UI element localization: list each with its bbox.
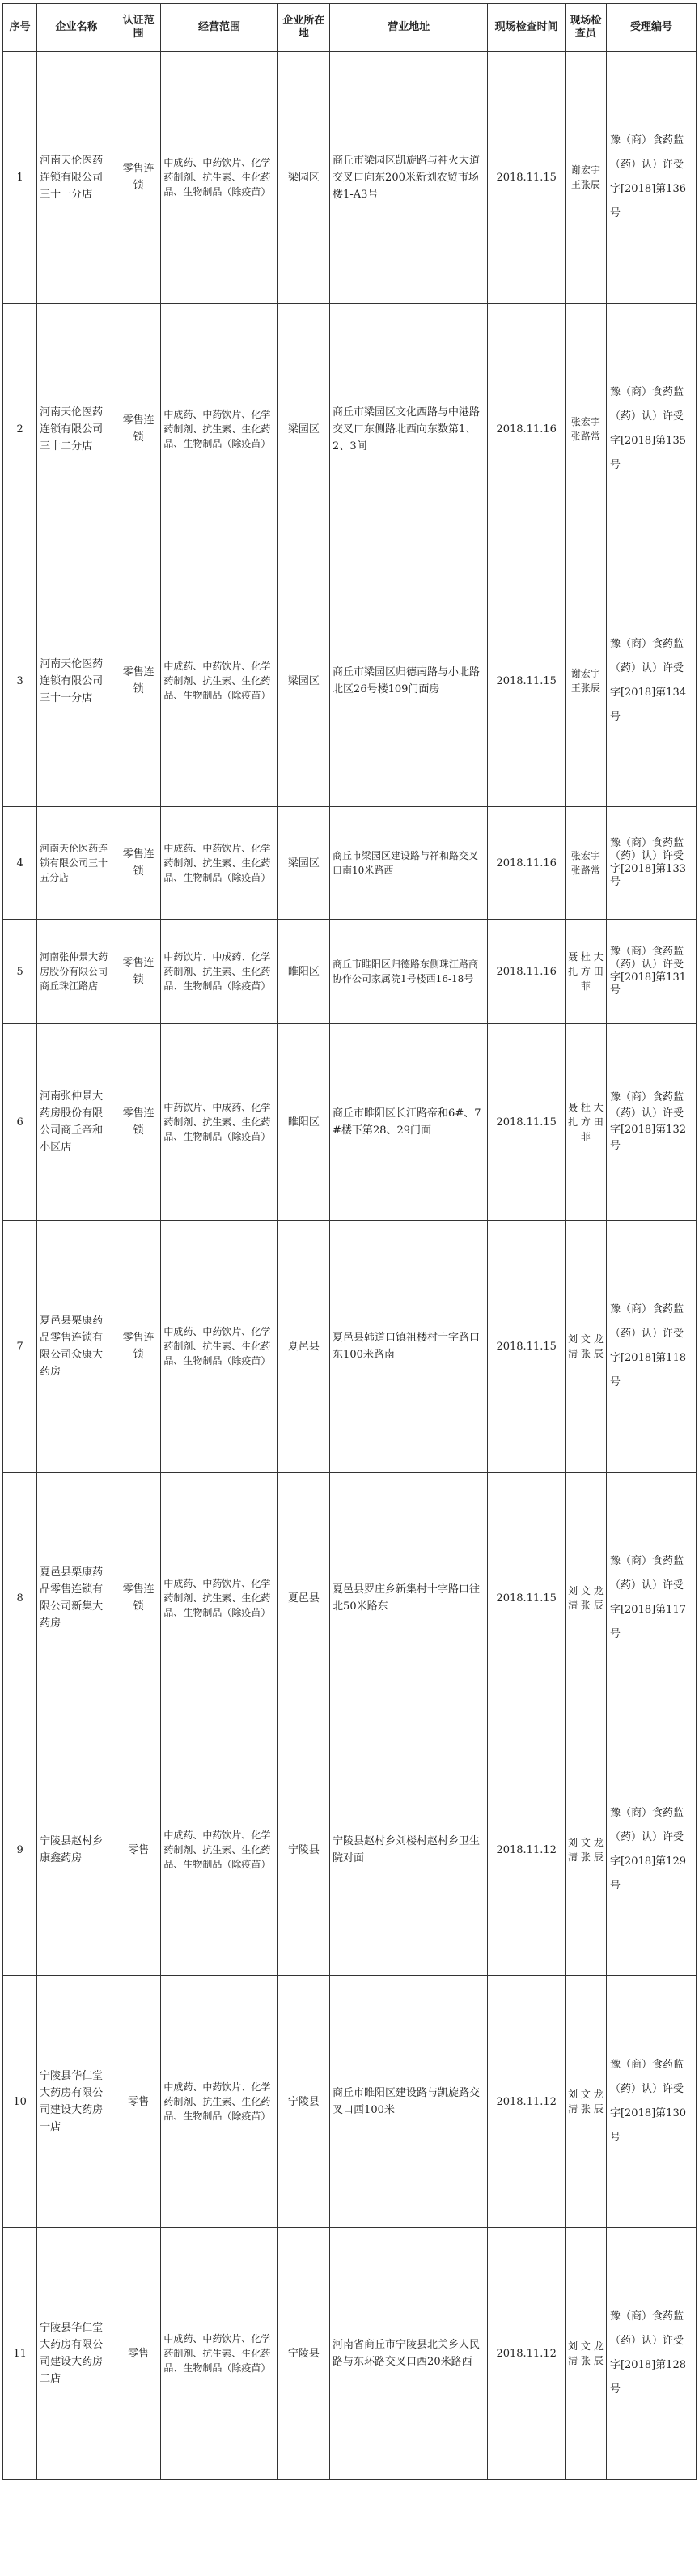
cell-scope: 零售 — [116, 1976, 161, 2228]
cell-name: 夏邑县栗康药品零售连锁有限公司众康大药房 — [37, 1221, 116, 1473]
cell-location: 宁陵县 — [277, 1976, 329, 2228]
table-row — [3, 1976, 697, 2228]
table-row — [3, 304, 697, 555]
table-row — [3, 1724, 697, 1976]
cell-business: 中成药、中药饮片、化学药制剂、抗生素、生化药品、生物制品（除疫苗） — [161, 2228, 277, 2480]
header-location: 企业所在地 — [277, 4, 329, 52]
cell-business: 中成药、中药饮片、化学药制剂、抗生素、生化药品、生物制品（除疫苗） — [161, 1221, 277, 1473]
cell-name: 夏邑县栗康药品零售连锁有限公司新集大药房 — [37, 1473, 116, 1724]
cell-address: 夏邑县罗庄乡新集村十字路口往北50米路东 — [330, 1473, 488, 1724]
cell-address: 夏邑县韩道口镇祖楼村十字路口东100米路南 — [330, 1221, 488, 1473]
cell-business: 中成药、中药饮片、化学药制剂、抗生素、生化药品、生物制品（除疫苗） — [161, 555, 277, 807]
cell-scope: 零售连锁 — [116, 807, 161, 920]
table-row — [3, 1024, 697, 1221]
cell-business: 中药饮片、中成药、化学药制剂、抗生素、生化药品、生物制品（除疫苗） — [161, 1024, 277, 1221]
inspection-table — [2, 3, 697, 2480]
cell-location: 睢阳区 — [277, 1024, 329, 1221]
table-row — [3, 920, 697, 1024]
cell-no: 6 — [3, 1024, 37, 1221]
cell-address: 商丘市梁园区归德南路与小北路北区26号楼109门面房 — [330, 555, 488, 807]
cell-license: 豫（商）食药监（药）认）许受字[2018]第130号 — [606, 1976, 696, 2228]
cell-date: 2018.11.16 — [488, 920, 565, 1024]
cell-inspectors: 谢宏宇 王张辰 — [565, 52, 606, 304]
cell-location: 梁园区 — [277, 52, 329, 304]
cell-date: 2018.11.12 — [488, 1976, 565, 2228]
cell-date: 2018.11.15 — [488, 1221, 565, 1473]
cell-business: 中药饮片、中成药、化学药制剂、抗生素、生化药品、生物制品（除疫苗） — [161, 920, 277, 1024]
cell-location: 夏邑县 — [277, 1221, 329, 1473]
cell-name: 河南张仲景大药房股份有限公司商丘珠江路店 — [37, 920, 116, 1024]
cell-address: 商丘市梁园区文化西路与中港路交叉口东侧路北西向东数第1、2、3间 — [330, 304, 488, 555]
cell-no: 2 — [3, 304, 37, 555]
cell-no: 5 — [3, 920, 37, 1024]
cell-scope: 零售连锁 — [116, 1473, 161, 1724]
cell-inspectors: 刘 文 龙 清 张 辰 — [565, 1473, 606, 1724]
cell-inspectors: 刘 文 龙 清 张 辰 — [565, 1724, 606, 1976]
header-name: 企业名称 — [37, 4, 116, 52]
cell-license: 豫（商）食药监（药）认）许受字[2018]第118号 — [606, 1221, 696, 1473]
table-row — [3, 555, 697, 807]
cell-address: 商丘市梁园区凯旋路与神火大道交叉口向东200米新刘农贸市场楼1-A3号 — [330, 52, 488, 304]
header-no: 序号 — [3, 4, 37, 52]
table-row — [3, 2228, 697, 2480]
cell-date: 2018.11.15 — [488, 555, 565, 807]
cell-license: 豫（商）食药监（药）认）许受字[2018]第117号 — [606, 1473, 696, 1724]
cell-license: 豫（商）食药监（药）认）许受字[2018]第133号 — [606, 807, 696, 920]
cell-business: 中成药、中药饮片、化学药制剂、抗生素、生化药品、生物制品（除疫苗） — [161, 1473, 277, 1724]
cell-business: 中成药、中药饮片、化学药制剂、抗生素、生化药品、生物制品（除疫苗） — [161, 52, 277, 304]
cell-location: 梁园区 — [277, 807, 329, 920]
cell-date: 2018.11.15 — [488, 1473, 565, 1724]
cell-inspectors: 刘 文 龙 清 张 辰 — [565, 1221, 606, 1473]
cell-no: 1 — [3, 52, 37, 304]
cell-location: 宁陵县 — [277, 1724, 329, 1976]
cell-location: 梁园区 — [277, 304, 329, 555]
cell-date: 2018.11.15 — [488, 52, 565, 304]
cell-date: 2018.11.15 — [488, 1024, 565, 1221]
cell-business: 中成药、中药饮片、化学药制剂、抗生素、生化药品、生物制品（除疫苗） — [161, 1724, 277, 1976]
cell-location: 宁陵县 — [277, 2228, 329, 2480]
header-scope: 认证范围 — [116, 4, 161, 52]
cell-name: 宁陵县华仁堂大药房有限公司建设大药房二店 — [37, 2228, 116, 2480]
cell-inspectors: 谢宏宇 王张辰 — [565, 555, 606, 807]
cell-no: 8 — [3, 1473, 37, 1724]
cell-address: 商丘市睢阳区建设路与凯旋路交叉口西100米 — [330, 1976, 488, 2228]
cell-date: 2018.11.16 — [488, 807, 565, 920]
cell-scope: 零售连锁 — [116, 52, 161, 304]
cell-license: 豫（商）食药监（药）认）许受字[2018]第132号 — [606, 1024, 696, 1221]
cell-no: 7 — [3, 1221, 37, 1473]
cell-scope: 零售连锁 — [116, 1221, 161, 1473]
cell-scope: 零售连锁 — [116, 920, 161, 1024]
cell-business: 中成药、中药饮片、化学药制剂、抗生素、生化药品、生物制品（除疫苗） — [161, 807, 277, 920]
cell-license: 豫（商）食药监（药）认）许受字[2018]第136号 — [606, 52, 696, 304]
cell-inspectors: 刘 文 龙 清 张 辰 — [565, 2228, 606, 2480]
cell-name: 河南天伦医药连锁有限公司三十五分店 — [37, 807, 116, 920]
cell-location: 梁园区 — [277, 555, 329, 807]
cell-scope: 零售 — [116, 1724, 161, 1976]
cell-name: 河南天伦医药连锁有限公司三十一分店 — [37, 52, 116, 304]
cell-scope: 零售连锁 — [116, 555, 161, 807]
table-row — [3, 807, 697, 920]
cell-business: 中成药、中药饮片、化学药制剂、抗生素、生化药品、生物制品（除疫苗） — [161, 1976, 277, 2228]
cell-name: 河南天伦医药连锁有限公司三十一分店 — [37, 555, 116, 807]
cell-address: 商丘市梁园区建设路与祥和路交叉口南10米路西 — [330, 807, 488, 920]
cell-scope: 零售 — [116, 2228, 161, 2480]
cell-no: 4 — [3, 807, 37, 920]
cell-address: 商丘市睢阳区长江路帝和6#、7#楼下第28、29门面 — [330, 1024, 488, 1221]
cell-license: 豫（商）食药监（药）认）许受字[2018]第128号 — [606, 2228, 696, 2480]
cell-scope: 零售连锁 — [116, 1024, 161, 1221]
cell-address: 宁陵县赵村乡刘楼村赵村乡卫生院对面 — [330, 1724, 488, 1976]
cell-inspectors: 张宏宇 张路常 — [565, 304, 606, 555]
cell-location: 睢阳区 — [277, 920, 329, 1024]
header-address: 营业地址 — [330, 4, 488, 52]
cell-inspectors: 张宏宇 张路常 — [565, 807, 606, 920]
cell-date: 2018.11.12 — [488, 2228, 565, 2480]
cell-date: 2018.11.16 — [488, 304, 565, 555]
cell-inspectors: 聂 杜 大 扎 方 田 菲 — [565, 1024, 606, 1221]
cell-name: 宁陵县赵村乡康鑫药房 — [37, 1724, 116, 1976]
table-row — [3, 1221, 697, 1473]
table-row — [3, 1473, 697, 1724]
cell-name: 河南张仲景大药房股份有限公司商丘帝和小区店 — [37, 1024, 116, 1221]
cell-no: 9 — [3, 1724, 37, 1976]
header-business: 经营范围 — [161, 4, 277, 52]
cell-address: 商丘市睢阳区归德路东侧珠江路商协作公司家属院1号楼西16-18号 — [330, 920, 488, 1024]
cell-name: 宁陵县华仁堂大药房有限公司建设大药房一店 — [37, 1976, 116, 2228]
table-row — [3, 52, 697, 304]
header-license: 受理编号 — [606, 4, 696, 52]
cell-scope: 零售连锁 — [116, 304, 161, 555]
header-date: 现场检查时间 — [488, 4, 565, 52]
cell-no: 3 — [3, 555, 37, 807]
cell-license: 豫（商）食药监（药）认）许受字[2018]第134号 — [606, 555, 696, 807]
cell-address: 河南省商丘市宁陵县北关乡人民路与东环路交叉口西20米路西 — [330, 2228, 488, 2480]
cell-no: 11 — [3, 2228, 37, 2480]
cell-date: 2018.11.12 — [488, 1724, 565, 1976]
cell-no: 10 — [3, 1976, 37, 2228]
cell-license: 豫（商）食药监（药）认）许受字[2018]第131号 — [606, 920, 696, 1024]
cell-license: 豫（商）食药监（药）认）许受字[2018]第129号 — [606, 1724, 696, 1976]
cell-business: 中成药、中药饮片、化学药制剂、抗生素、生化药品、生物制品（除疫苗） — [161, 304, 277, 555]
table-header-row — [3, 4, 697, 52]
cell-inspectors: 聂 杜 大 扎 方 田 菲 — [565, 920, 606, 1024]
cell-inspectors: 刘 文 龙 清 张 辰 — [565, 1976, 606, 2228]
header-inspectors: 现场检查员 — [565, 4, 606, 52]
cell-location: 夏邑县 — [277, 1473, 329, 1724]
cell-name: 河南天伦医药连锁有限公司三十二分店 — [37, 304, 116, 555]
cell-license: 豫（商）食药监（药）认）许受字[2018]第135号 — [606, 304, 696, 555]
